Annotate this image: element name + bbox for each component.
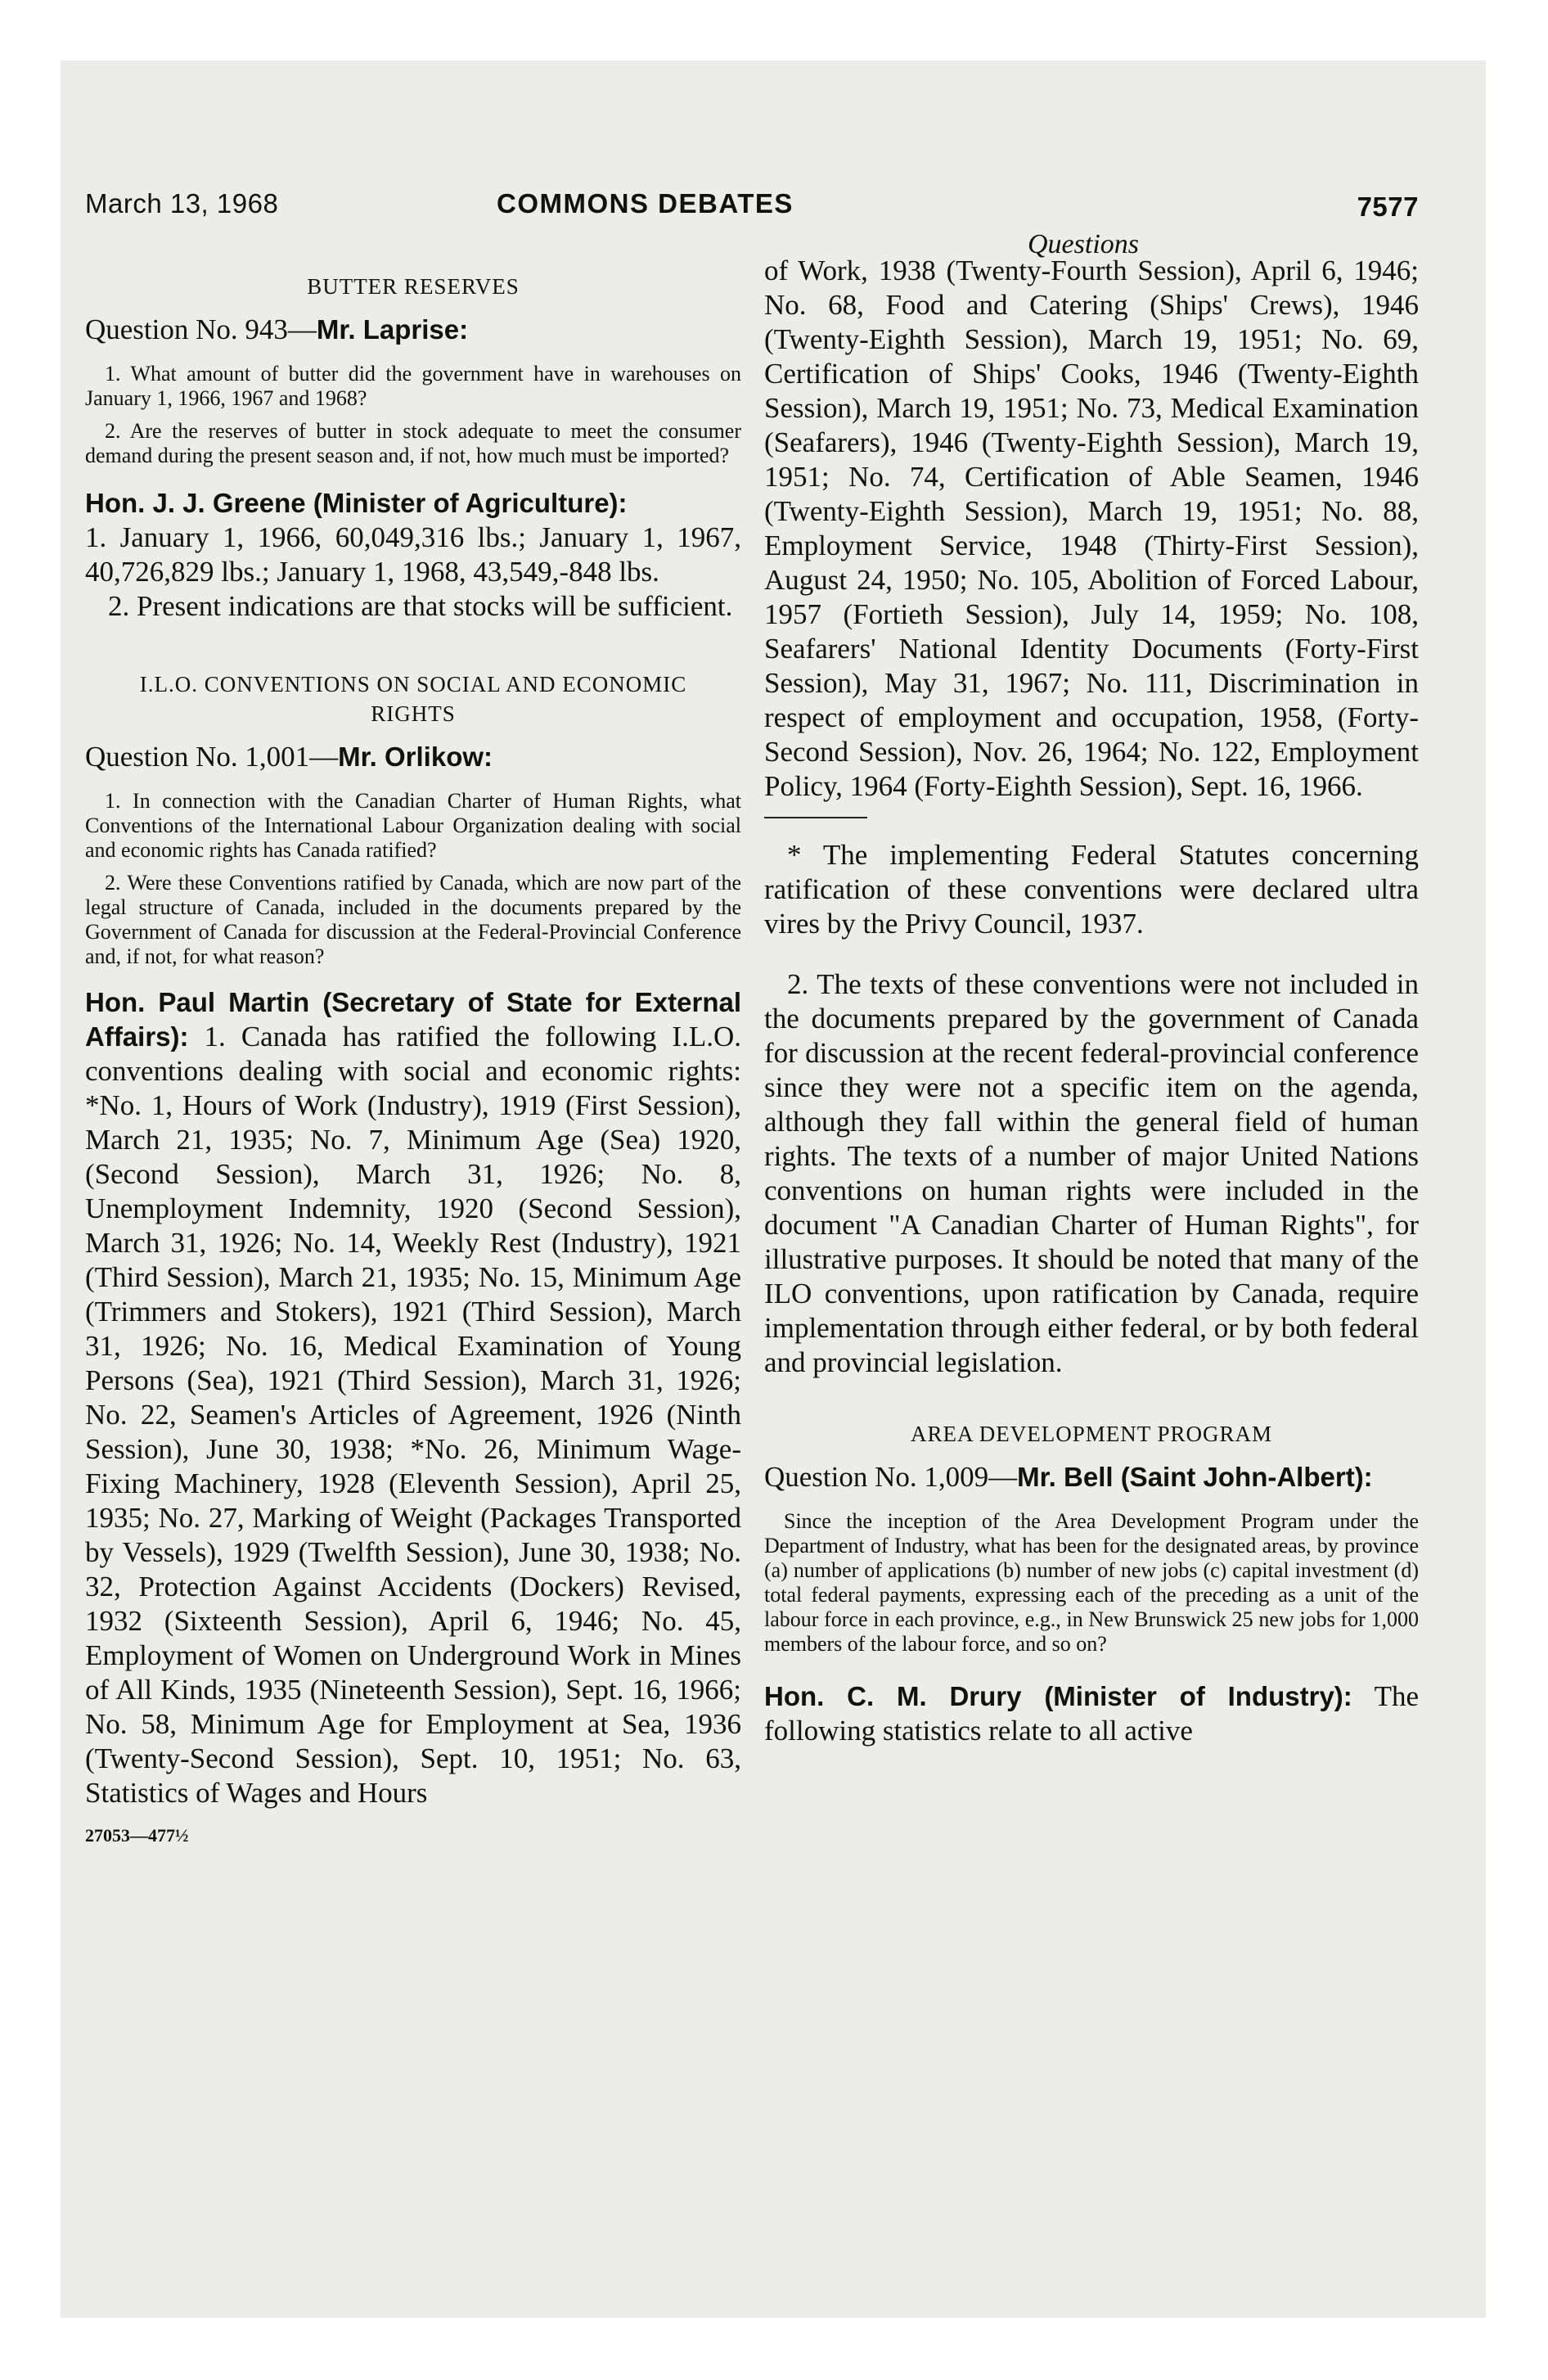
question-1001: Question No. 1,001—Mr. Orlikow: [85, 741, 493, 773]
answer-continuation: of Work, 1938 (Twenty-Fourth Session), April 6, 1946; No. 68, Food and Catering (Ships' Crews), 1946 (Twenty-Eighth Session), March 19, 1951; No. 69, Certification of Ships' Cooks, 1946 (Twenty-Eighth Session), March 19, 1951; No. 73, Medical Examination (Seafarers), 1946 (Twenty-Eighth Session), March 19, 1951; No. 74, Certification of Able Seamen, 1946 (Twenty-Eighth Session), March 19, 1951; No. 88, Employment Service, 1948 (Thirty-First Session), August 24, 1950; No. 105, Abolition of Forced Labour, 1957 (Fortieth Session), July 14, 1959; No. 108, Seafarers' National Identity Documents (Forty-First Session), May 31, 1967; No. 111, Discrimination in respect of employment and occupation, 1958, (Forty-Second Session), Nov. 26, 1964; No. 122, Employment Policy, 1964 (Forty-Eighth Session), Sept. 16, 1966. [764, 255, 1419, 802]
section-heading-ilo-conventions: I.L.O. CONVENTIONS ON SOCIAL AND ECONOMIC RIGHTS [139, 672, 687, 726]
page-number: 7577 [1357, 192, 1419, 222]
question-item: Since the inception of the Area Development Program under the Department of Industry, what has been for the designated areas, by province (a) number of applications (b) number of new jobs (c) capital investment (d) total federal payments, expressing each of the preceding as a unit of the labour force in each province, e.g., in New Brunswick 25 new jobs for 1,000 members of the labour force, and so on? [764, 1509, 1419, 1656]
running-head: Questions [1028, 229, 1139, 259]
publication-title: COMMONS DEBATES [497, 188, 794, 219]
question-943: Question No. 943—Mr. Laprise: [85, 313, 469, 345]
section-heading-butter-reserves: BUTTER RESERVES [307, 274, 520, 299]
print-code: 27053—477½ [85, 1825, 189, 1846]
speaker: Hon. C. M. Drury (Minister of Industry): [764, 1681, 1352, 1711]
question-item: 1. In connection with the Canadian Charter of Human Rights, what Conventions of the International Labour Organization dealing with social and economic rights has Canada ratified? [85, 789, 741, 862]
question-1009: Question No. 1,009—Mr. Bell (Saint John-Albert): [764, 1461, 1373, 1493]
answer-1001: Hon. Paul Martin (Secretary of State for External Affairs): 1. Canada has ratified the following I.L.O. conventions dealing with social and economic rights: *No. 1, Hours of Work (Industry), 1919 (First Session), March 21, 1935; No. 7, Minimum Age (Sea) 1920, (Second Session), March 31, 1926; No. 8, Unemployment Indemnity, 1920 (Second Session), March 31, 1926; No. 14, Weekly Rest (Industry), 1921 (Third Session), March 21, 1935; No. 15, Minimum Age (Trimmers and Stokers), 1921 (Third Session), March 31, 1926; No. 16, Medical Examination of Young Persons (Sea), 1921 (Third Session), March 31, 1926; No. 22, Seamen's Articles of Agreement, 1926 (Ninth Session), June 30, 1938; *No. 26, Minimum Wage-Fixing Machinery, 1928 (Eleventh Session), April 25, 1935; No. 27, Marking of Weight (Packages Transported by Vessels), 1929 (Twelfth Session), June 30, 1938; No. 32, Protection Against Accidents (Dockers) Revised, 1932 (Sixteenth Session), April 6, 1946; No. 45, Employment of Women on Underground Work in Mines of All Kinds, 1935 (Nineteenth Session), Sept. 16, 1966; No. 58, Minimum Age for Employment at Sea, 1936 (Twenty-Second Session), Sept. 10, 1951; No. 63, Statistics of Wages and Hours [85, 987, 741, 1809]
speaker: Hon. J. J. Greene (Minister of Agriculture): [85, 488, 628, 518]
answer-paragraph-2: 2. The texts of these conventions were not included in the documents prepared by the government of Canada for discussion at the recent federal-provincial conference since they were not a specific item on the agenda, although they fall within the general field of human rights. The texts of a number of major United Nations conventions on human rights were included in the document "A Canadian Charter of Human Rights", for illustrative purposes. It should be noted that many of the ILO conventions, upon ratification by Canada, require implementation through either federal, or by both federal and provincial legislation. [764, 968, 1419, 1378]
right-column [764, 254, 1419, 1748]
question-item: 2. Are the reserves of butter in stock adequate to meet the consumer demand during the present season and, if not, how much must be imported? [85, 419, 741, 467]
section-heading-area-development: AREA DEVELOPMENT PROGRAM [910, 1422, 1273, 1446]
question-item: 1. What amount of butter did the government have in warehouses on January 1, 1966, 1967 and 1968? [85, 362, 741, 410]
answer-943: Hon. J. J. Greene (Minister of Agriculture): 1. January 1, 1966, 60,049,316 lbs.; January 1, 1967, 40,726,829 lbs.; January 1, 1968, 43,549,-848 lbs. [85, 488, 741, 588]
question-item: 2. Were these Conventions ratified by Canada, which are now part of the legal structure of Canada, included in the documents prepared by the Government of Canada for discussion at the Federal-Provincial Conference and, if not, for what reason? [85, 871, 741, 968]
left-column [85, 254, 741, 1846]
footnote-rule [764, 817, 867, 818]
hansard-page [85, 182, 1419, 2162]
answer-1009: Hon. C. M. Drury (Minister of Industry): The following statistics relate to all active [764, 1680, 1419, 1747]
header-date: March 13, 1968 [85, 188, 279, 219]
speaker: Hon. Paul Martin (Secretary of State for External Affairs): [85, 987, 741, 1052]
footnote: * The implementing Federal Statutes concerning ratification of these conventions were declared ultra vires by the Privy Council, 1937. [764, 839, 1419, 940]
answer-paragraph: 2. Present indications are that stocks will be sufficient. [108, 590, 733, 622]
page-header [85, 182, 1419, 231]
